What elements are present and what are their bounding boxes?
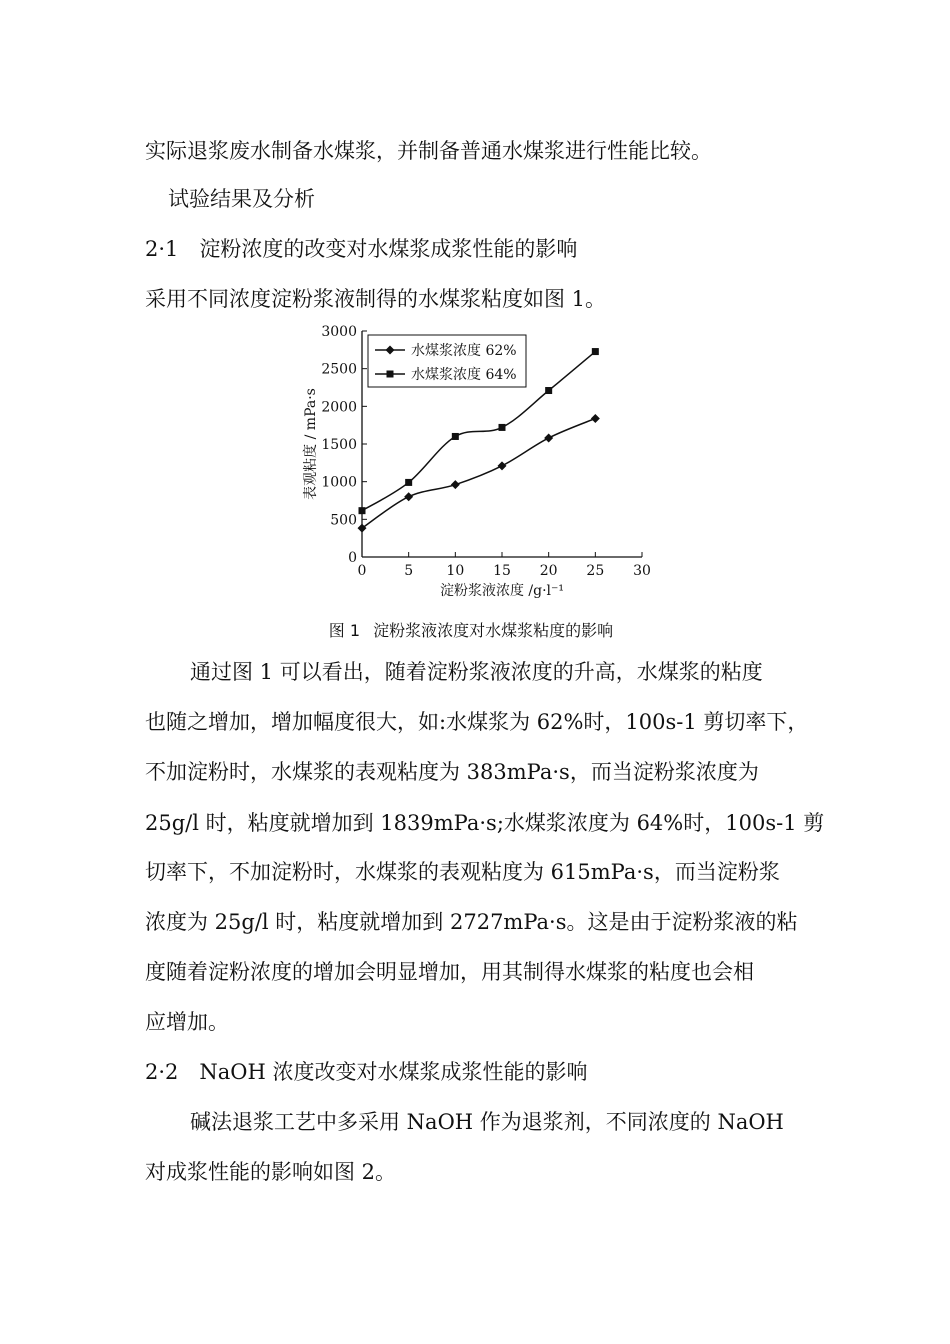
y-tick-label: 0 bbox=[348, 550, 357, 566]
y-tick-label: 1500 bbox=[321, 437, 357, 453]
text-line-1: 实际退浆废水制备水煤浆，并制备普通水煤浆进行性能比较。 bbox=[145, 139, 712, 163]
viscosity-chart bbox=[295, 318, 655, 613]
figure-caption bbox=[0, 618, 950, 641]
data-point-series-1 bbox=[498, 461, 507, 470]
data-point-series-2 bbox=[545, 387, 552, 394]
paragraph-line: 也随之增加，增加幅度很大，如:水煤浆为 62%时，100s-1 剪切率下， bbox=[145, 710, 809, 734]
legend-label-2: 水煤浆浓度 64% bbox=[411, 367, 517, 383]
paragraph-line: 通过图 1 可以看出，随着淀粉浆液浓度的升高，水煤浆的粘度 bbox=[190, 660, 763, 684]
series-line-1 bbox=[362, 418, 595, 528]
section-heading-2-1: 2·1 淀粉浓度的改变对水煤浆成浆性能的影响 bbox=[145, 237, 578, 261]
data-point-series-1 bbox=[544, 433, 553, 442]
data-point-series-2 bbox=[359, 507, 366, 514]
section-heading-2-2: 2·2 NaOH 浓度改变对水煤浆成浆性能的影响 bbox=[145, 1060, 588, 1084]
data-point-series-1 bbox=[404, 492, 413, 501]
paragraph-line: 对成浆性能的影响如图 2。 bbox=[145, 1160, 397, 1184]
data-point-series-2 bbox=[592, 348, 599, 355]
x-tick-label: 20 bbox=[539, 563, 558, 579]
y-tick-label: 2500 bbox=[321, 361, 357, 378]
x-axis-label: 淀粉浆液浓度 /g·l⁻¹ bbox=[439, 583, 565, 599]
paragraph-line: 度随着淀粉浓度的增加会明显增加，用其制得水煤浆的粘度也会相 bbox=[145, 960, 754, 984]
data-point-series-1 bbox=[591, 414, 600, 423]
x-tick-label: 0 bbox=[357, 563, 367, 579]
x-tick-label: 25 bbox=[586, 563, 605, 579]
figure-caption-text: 淀粉浆液浓度对水煤浆粘度的影响 bbox=[373, 621, 614, 640]
paragraph-line: 浓度为 25g/l 时，粘度就增加到 2727mPa·s。这是由于淀粉浆液的粘 bbox=[145, 910, 798, 934]
section-title: 试验结果及分析 bbox=[168, 187, 315, 211]
data-point-series-1 bbox=[451, 480, 460, 489]
paragraph-line: 切率下，不加淀粉时，水煤浆的表观粘度为 615mPa·s，而当淀粉浆 bbox=[145, 860, 780, 884]
data-point-series-2 bbox=[499, 424, 506, 431]
x-tick-label: 15 bbox=[493, 563, 511, 579]
text-line-figure-intro: 采用不同浓度淀粉浆液制得的水煤浆粘度如图 1。 bbox=[145, 287, 607, 311]
y-tick-label: 500 bbox=[330, 512, 357, 529]
x-tick-label: 10 bbox=[446, 563, 465, 579]
paragraph-line: 25g/l 时，粘度就增加到 1839mPa·s;水煤浆浓度为 64%时，100s-1 剪 bbox=[145, 811, 825, 835]
x-tick-label: 30 bbox=[633, 563, 651, 579]
paragraph-line: 应增加。 bbox=[145, 1010, 229, 1034]
y-tick-label: 2000 bbox=[321, 399, 357, 416]
data-point-series-2 bbox=[405, 479, 412, 486]
data-point-series-2 bbox=[452, 433, 459, 440]
paragraph-line: 碱法退浆工艺中多采用 NaOH 作为退浆剂，不同浓度的 NaOH bbox=[190, 1110, 784, 1134]
y-tick-label: 3000 bbox=[321, 324, 357, 340]
figure-label: 图 1 bbox=[328, 621, 361, 640]
legend-marker-2 bbox=[387, 371, 394, 378]
x-tick-label: 5 bbox=[404, 563, 414, 579]
y-axis-label: 表观粘度 / mPa·s bbox=[303, 388, 319, 500]
legend-label-1: 水煤浆浓度 62% bbox=[411, 343, 517, 359]
paragraph-line: 不加淀粉时，水煤浆的表观粘度为 383mPa·s，而当淀粉浆浓度为 bbox=[145, 760, 759, 784]
y-tick-label: 1000 bbox=[321, 474, 357, 491]
